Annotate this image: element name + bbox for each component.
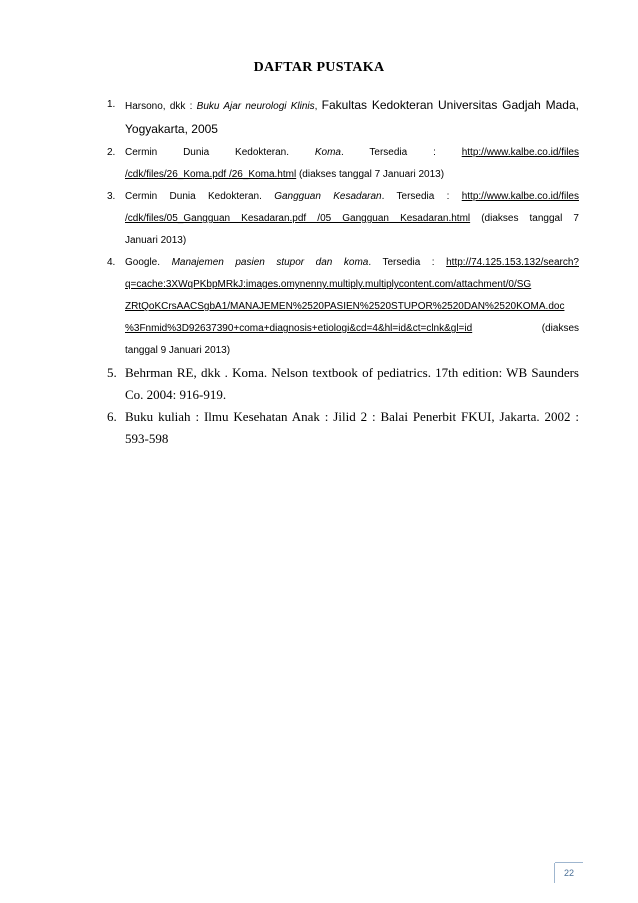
reference-number: 5.: [107, 365, 117, 380]
reference-text: Yogyakarta, 2005: [125, 122, 218, 136]
reference-link[interactable]: q=cache:3XWqPKbpMRkJ:images.omynenny.multiply.multiplycontent.com/attachment/0/SG: [125, 279, 532, 290]
reference-number: 4.: [107, 257, 116, 268]
reference-title: Manajemen pasien stupor dan koma: [171, 257, 369, 268]
reference-item: [107, 252, 579, 362]
reference-line: [125, 340, 579, 362]
reference-text: Cermin Dunia Kedokteran.: [125, 191, 275, 202]
reference-text: Januari 2013): [125, 235, 187, 246]
reference-text: Cermin Dunia Kedokteran.: [125, 147, 315, 158]
reference-number: 3.: [107, 191, 116, 202]
reference-title: Buku Ajar neurologi Klinis: [196, 101, 315, 112]
reference-number: 2.: [107, 147, 116, 158]
reference-link[interactable]: /cdk/files/26_Koma.pdf /26_Koma.html: [125, 169, 297, 180]
reference-list: [107, 94, 579, 450]
reference-item: [107, 142, 579, 186]
reference-item: [107, 186, 579, 252]
reference-line: Behrman RE, dkk . Koma. Nelson textbook of pediatrics. 17th edition: WB Saunders: [125, 365, 579, 380]
reference-line: [125, 208, 579, 230]
reference-link[interactable]: http://www.kalbe.co.id/files: [461, 147, 579, 158]
reference-item: [107, 362, 579, 406]
reference-title: Gangguan Kesadaran: [274, 191, 382, 202]
reference-text: (diakses tanggal 7: [470, 213, 579, 224]
reference-number: 1.: [107, 99, 116, 110]
reference-line: [125, 186, 579, 208]
reference-text: . Tersedia :: [368, 257, 447, 268]
reference-link[interactable]: http://74.125.153.132/search?: [446, 257, 579, 268]
reference-line: [125, 142, 579, 164]
reference-line: [125, 164, 579, 186]
reference-line: [125, 118, 579, 142]
reference-text: Harsono, dkk :: [125, 101, 197, 112]
reference-item: [107, 94, 579, 142]
reference-line: [125, 252, 579, 274]
reference-link[interactable]: /cdk/files/05_Gangguan Kesadaran.pdf /05 Gangguan Kesadaran.html: [125, 213, 471, 224]
reference-text: ,: [314, 101, 322, 112]
reference-line: [125, 230, 579, 252]
reference-text: Google.: [125, 257, 172, 268]
reference-link[interactable]: ZRtQoKCrsAACSgbA1/MANAJEMEN%2520PASIEN%2520STUPOR%2520DAN%2520KOMA.doc: [125, 301, 565, 312]
reference-line: [125, 296, 579, 318]
reference-item: [107, 406, 579, 450]
reference-text: . Tersedia :: [381, 191, 462, 202]
reference-number: 6.: [107, 409, 117, 424]
reference-text: (diakses: [472, 323, 579, 334]
reference-title: Koma: [314, 147, 341, 158]
reference-line: Co. 2004: 916-919.: [125, 387, 227, 402]
reference-text: . Tersedia :: [340, 147, 462, 158]
reference-line: [125, 318, 579, 340]
reference-line: Buku kuliah : Ilmu Kesehatan Anak : Jilid 2 : Balai Penerbit FKUI, Jakarta. 2002 :: [125, 409, 579, 424]
reference-text: Fakultas Kedokteran Universitas Gadjah Mada,: [321, 98, 579, 112]
reference-text: (diakses tanggal 7 Januari 2013): [296, 169, 445, 180]
reference-line: 593-598: [125, 431, 169, 446]
page-title: DAFTAR PUSTAKA: [253, 60, 385, 75]
reference-line: [125, 94, 579, 118]
reference-link[interactable]: %3Fnmid%3D92637390+coma+diagnosis+etiologi&cd=4&hl=id&ct=clnk&gl=id: [125, 323, 473, 334]
page-number: 22: [554, 863, 583, 883]
reference-link[interactable]: http://www.kalbe.co.id/files: [461, 191, 579, 202]
reference-line: [125, 274, 579, 296]
reference-text: tanggal 9 Januari 2013): [125, 345, 231, 356]
